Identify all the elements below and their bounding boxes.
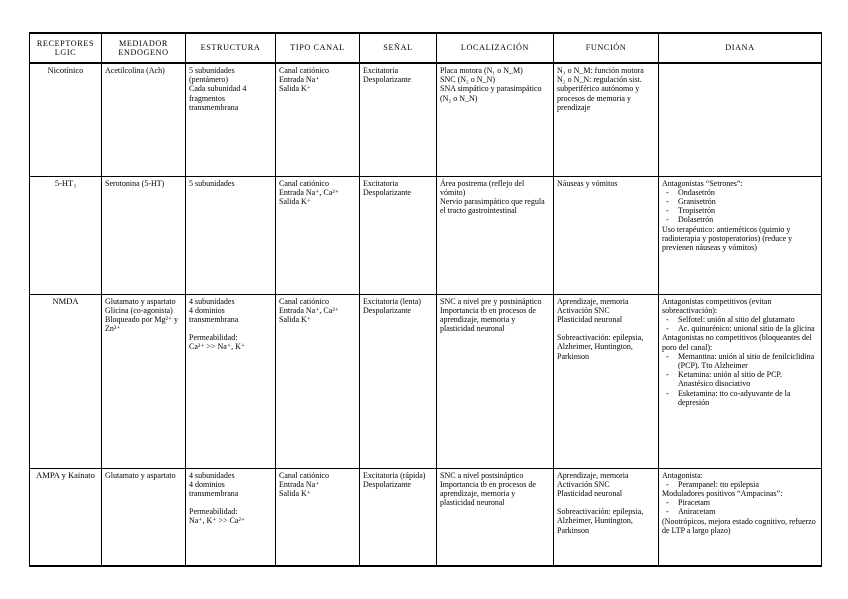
diana-bullet: - Ac. quinurénico: unional sitio de la glicina	[678, 324, 818, 333]
diana-bullet: - Dolasetrón	[678, 215, 818, 224]
cell-line: Importancia tb en procesos de aprendizaje, memoria y plasticidad neuronal	[440, 479, 536, 508]
cell-line: SNC a nivel postsináptico	[440, 470, 524, 480]
cell-line: Plasticidad neuronal	[557, 488, 623, 498]
cell-line: Canal catiónico	[279, 470, 329, 480]
header-senal: SEÑAL	[360, 33, 437, 63]
cell-line: 5 subunidades	[189, 178, 235, 188]
cell-line: N₂ o N_N: regulación sist. subperiférico autónomo y procesos de memoria y prendizaje	[557, 75, 642, 112]
cell-line: Excitatoria (rápida)	[363, 470, 426, 480]
header-diana: DIANA	[659, 33, 822, 63]
header-funcion: FUNCIÓN	[554, 33, 659, 63]
table-row	[30, 63, 822, 176]
tipo-canal-cell	[276, 294, 360, 468]
cell-line: Aprendizaje, memoria	[557, 470, 629, 480]
cell-line: Aprendizaje, memoria	[557, 296, 629, 306]
cell-line: Glutamato y aspartato	[105, 470, 176, 480]
header-receptores: RECEPTORES LGIC	[30, 33, 102, 63]
estructura-cell	[186, 294, 276, 468]
mediador-cell	[102, 176, 186, 294]
header-localizacion: LOCALIZACIÓN	[437, 33, 554, 63]
cell-line: Salida K⁺	[279, 314, 311, 324]
cell-line: 5 subunidades (pentámero)	[189, 66, 235, 85]
tipo-canal-cell	[276, 63, 360, 176]
diana-bullet: - Granisetrón	[678, 197, 818, 206]
header-mediador: MEDIADOR ENDOGENO	[102, 33, 186, 63]
cell-line: Entrada Na⁺, Ca²⁺	[279, 187, 339, 197]
cell-line: Canal catiónico	[279, 178, 329, 188]
diana-bullet: - Memantina: unión al sitio de fenilciclidina (PCP). Tto Alzheimer	[678, 352, 818, 370]
cell-line: Nervio parasimpático que regula el tracto gastrointestinal	[440, 196, 545, 216]
cell-line: Canal catiónico	[279, 66, 329, 75]
diana-bullet: - Ketamina: unión al sitio de PCP. Anastésico disociativo	[678, 370, 818, 388]
cell-line: Despolarizante	[363, 479, 411, 489]
senal-cell	[360, 63, 437, 176]
diana-line: Moduladores positivos “Ampacinas”:	[662, 488, 783, 498]
funcion-cell	[554, 468, 659, 566]
cell-line: Área postrema (reflejo del vómito)	[440, 178, 525, 197]
receptor-cell: Nicotínico	[30, 63, 102, 176]
mediador-cell	[102, 63, 186, 176]
diana-cell	[659, 63, 822, 176]
cell-line: Excitatoria	[363, 178, 399, 188]
table-row	[30, 294, 822, 468]
cell-line: Ca²⁺ >> Na⁺, K⁺	[189, 342, 246, 352]
cell-line: Despolarizante	[363, 187, 411, 197]
cell-line: 4 subunidades	[189, 296, 235, 306]
cell-line: Canal catiónico	[279, 296, 329, 306]
cell-line: Glicina (co-agonista)	[105, 305, 173, 315]
cell-line: Sobreactivación: epilepsia, Alzheimer, Huntington, Parkinson	[557, 507, 644, 535]
funcion-cell	[554, 176, 659, 294]
mediador-cell	[102, 294, 186, 468]
localizacion-cell	[437, 176, 554, 294]
cell-line: Excitatoria	[363, 66, 399, 75]
cell-line: Excitatoria (lenta)	[363, 296, 421, 306]
cell-line: Entrada Na⁺	[279, 75, 320, 85]
cell-line: Acetilcolina (Ach)	[105, 66, 165, 75]
diana-bullet: - Esketamina: tto co-adyuvante de la depresión	[678, 389, 818, 407]
localizacion-cell	[437, 294, 554, 468]
cell-line: Importancia tb en procesos de aprendizaje, memoria y plasticidad neuronal	[440, 305, 536, 334]
cell-line: Na⁺, K⁺ >> Ca²⁺	[189, 516, 246, 526]
diana-cell	[659, 294, 822, 468]
estructura-cell	[186, 63, 276, 176]
diana-bullet: - Ondasetrón	[678, 188, 818, 197]
cell-line: Despolarizante	[363, 75, 411, 85]
cell-line: Glutamato y aspartato	[105, 296, 176, 306]
diana-line: Antagonistas “Setrones”:	[662, 178, 743, 188]
diana-bullet: - Aniracetam	[678, 507, 818, 516]
diana-bullet: - Perampanel: tto epilepsia	[678, 480, 818, 489]
cell-line: Bloqueado por Mg²⁺ y Zn²⁺	[105, 314, 179, 334]
cell-line: Entrada Na⁺	[279, 479, 320, 489]
cell-line: 4 dominios transmembrana	[189, 479, 239, 498]
diana-line: Antagonista:	[662, 470, 703, 480]
table-header-row	[30, 33, 822, 63]
cell-line: SNA simpático y parasimpático (N₂ o N_N)	[440, 84, 542, 103]
mediador-cell	[102, 468, 186, 566]
localizacion-cell	[437, 63, 554, 176]
diana-line: Uso terapéutico: antieméticos (quimio y radioterapia y postoperatorios) (reduce y previenen náuseas y vómitos)	[662, 224, 793, 252]
cell-line: SNC a nivel pre y postsináptico	[440, 296, 542, 306]
cell-line: Placa motora (N₁ o N_M)	[440, 66, 523, 75]
diana-cell	[659, 468, 822, 566]
cell-line: Salida K⁺	[279, 488, 311, 498]
header-estructura: ESTRUCTURA	[186, 33, 276, 63]
funcion-cell	[554, 294, 659, 468]
header-tipo-canal: TIPO CANAL	[276, 33, 360, 63]
estructura-cell	[186, 176, 276, 294]
cell-line: Despolarizante	[363, 305, 411, 315]
cell-line: Permeabilidad:	[189, 507, 238, 517]
senal-cell	[360, 176, 437, 294]
table-row	[30, 176, 822, 294]
tipo-canal-cell	[276, 468, 360, 566]
cell-line: Plasticidad neuronal	[557, 314, 623, 324]
estructura-cell	[186, 468, 276, 566]
senal-cell	[360, 294, 437, 468]
cell-line: N₁ o N_M: función motora	[557, 66, 644, 75]
diana-bullet: - Selfotel: unión al sitio del glutamato	[678, 315, 818, 324]
receptor-cell: AMPA y Kainato	[30, 468, 102, 566]
diana-cell	[659, 176, 822, 294]
receptor-cell: 5-HT₃	[30, 176, 102, 294]
diana-line: (Nootrópicos, mejora estado cognitivo, refuerzo de LTP a largo plazo)	[662, 516, 816, 535]
cell-line: Cada subunidad 4 fragmentos transmembrana	[189, 84, 247, 112]
localizacion-cell	[437, 468, 554, 566]
cell-line: 4 subunidades	[189, 470, 235, 480]
cell-line: Activación SNC	[557, 305, 610, 315]
diana-bullet: - Tropisetrón	[678, 206, 818, 215]
cell-line: Salida K⁺	[279, 196, 311, 206]
tipo-canal-cell	[276, 176, 360, 294]
cell-line: 4 dominios transmembrana	[189, 305, 239, 324]
cell-line: Activación SNC	[557, 479, 610, 489]
diana-line: Antagonistas no competitivos (bloqueantes del poro del canal):	[662, 333, 812, 352]
funcion-cell	[554, 63, 659, 176]
diana-bullet: - Piracetam	[678, 498, 818, 507]
diana-line: Antagonistas competitivos (evitan sobreactivación):	[662, 296, 772, 315]
receptors-table	[29, 32, 822, 567]
receptor-cell: NMDA	[30, 294, 102, 468]
cell-line: Serotonina (5-HT)	[105, 178, 165, 188]
cell-line: Náuseas y vómitos	[557, 178, 618, 188]
cell-line: SNC (N₂ o N_N)	[440, 75, 496, 85]
senal-cell	[360, 468, 437, 566]
cell-line: Permeabilidad:	[189, 333, 238, 343]
cell-line: Entrada Na⁺, Ca²⁺	[279, 305, 339, 315]
cell-line: Sobreactivación: epilepsia, Alzheimer, Huntington, Parkinson	[557, 333, 644, 361]
table-row	[30, 468, 822, 566]
cell-line: Salida K⁺	[279, 84, 311, 94]
